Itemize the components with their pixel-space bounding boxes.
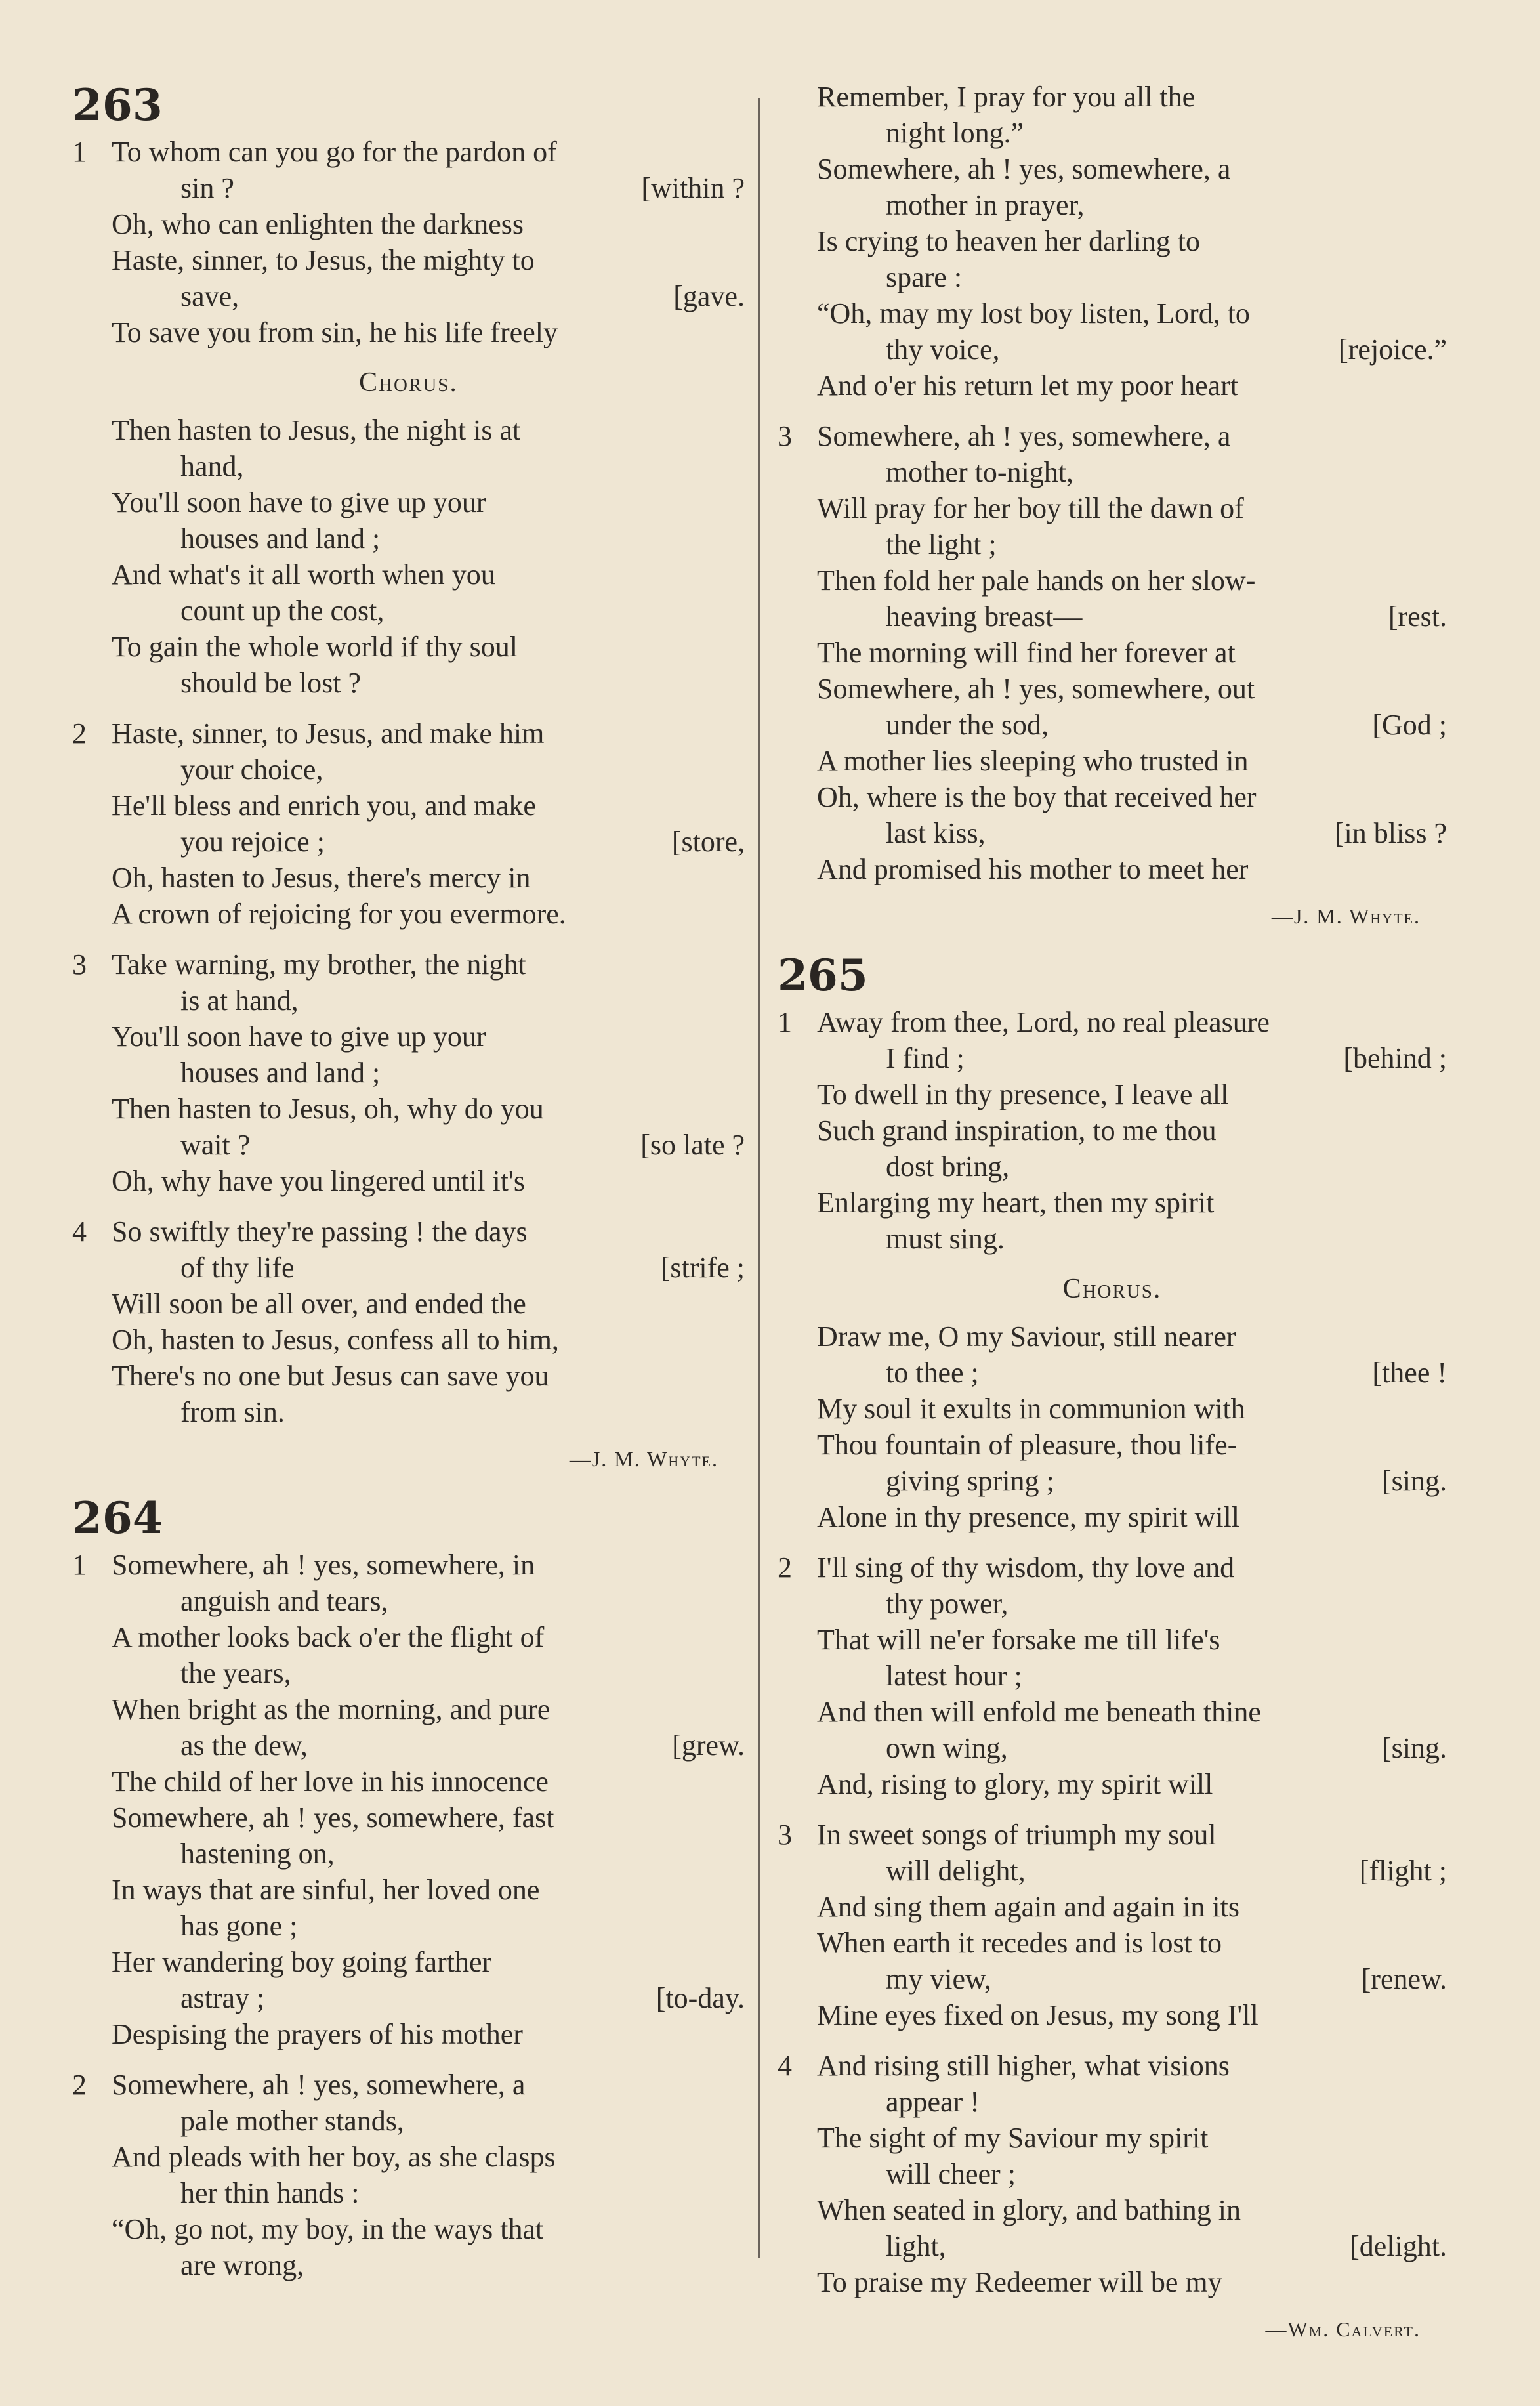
line-text: A mother lies sleeping who trusted in [817, 745, 1249, 777]
stanza [72, 946, 745, 1199]
line-text: The morning will find her forever at [817, 637, 1236, 669]
line-text: hand, [180, 450, 244, 482]
verse-line [72, 1547, 745, 1583]
verse-line [778, 79, 1447, 115]
line-text: To praise my Redeemer will be my [817, 2266, 1222, 2298]
verse-line [72, 1763, 745, 1800]
verse-line [778, 1004, 1447, 1040]
line-text: And pleads with her boy, as she clasps [112, 2141, 556, 2173]
verse-line [72, 1358, 745, 1394]
line-text: Then fold her pale hands on her slow- [817, 564, 1256, 597]
turnover-text: [store, [671, 826, 745, 858]
stanza-number: 3 [778, 420, 792, 452]
left-column [72, 79, 745, 2298]
verse-line [778, 2192, 1447, 2228]
verse-line [72, 1691, 745, 1727]
verse-line [72, 1019, 745, 1055]
verse-line [72, 1091, 745, 1127]
line-text: as the dew, [180, 1729, 308, 1762]
line-text: giving spring ; [886, 1465, 1054, 1497]
verse-line [72, 751, 745, 788]
verse-line [72, 520, 745, 557]
author-credit: —J. M. Whyte. [1271, 904, 1421, 928]
verse-line [778, 187, 1447, 223]
line-text: Oh, where is the boy that received her [817, 781, 1257, 813]
line-text: will delight, [886, 1855, 1026, 1887]
line-text: Somewhere, ah ! yes, somewhere, a [817, 153, 1231, 185]
line-text: light, [886, 2230, 946, 2262]
line-text: The child of her love in his innocence [112, 1765, 549, 1798]
stanza-number: 1 [72, 1549, 87, 1581]
verse-line [72, 1836, 745, 1872]
line-text: of thy life [180, 1252, 295, 1284]
verse-line [778, 2264, 1447, 2300]
verse-line [778, 2084, 1447, 2120]
line-text: are wrong, [180, 2249, 304, 2281]
verse-line [72, 134, 745, 170]
verse-line [778, 815, 1447, 851]
stanza [72, 715, 745, 932]
verse-line [778, 2228, 1447, 2264]
line-text: dost bring, [886, 1150, 1010, 1183]
verse-line [778, 1658, 1447, 1694]
column-divider [758, 98, 760, 2258]
line-text: To dwell in thy presence, I leave all [817, 1078, 1229, 1110]
verse-line [72, 593, 745, 629]
line-text: will cheer ; [886, 2158, 1016, 2190]
turnover-text: [delight. [1350, 2230, 1447, 2262]
turnover-text: [thee ! [1372, 1357, 1447, 1389]
line-text: You'll soon have to give up your [112, 486, 486, 518]
line-text: Thou fountain of pleasure, thou life- [817, 1429, 1238, 1461]
stanza [778, 1550, 1447, 1802]
verse-line [778, 526, 1447, 562]
verse-line [72, 484, 745, 520]
line-text: anguish and tears, [180, 1585, 388, 1617]
verse-line [72, 788, 745, 824]
verse-line [778, 599, 1447, 635]
verse-line [778, 1149, 1447, 1185]
verse-line [778, 1961, 1447, 1997]
verse-line [72, 2211, 745, 2247]
line-text: Somewhere, ah ! yes, somewhere, a [112, 2069, 526, 2101]
line-text: “Oh, go not, my boy, in the ways that [112, 2213, 544, 2245]
line-text: hastening on, [180, 1838, 335, 1870]
verse-line [72, 1872, 745, 1908]
verse-line [72, 412, 745, 448]
verse-line [778, 1694, 1447, 1730]
verse-line [72, 1286, 745, 1322]
line-text: thy voice, [886, 333, 1000, 366]
verse-line [72, 896, 745, 932]
stanza-number: 4 [72, 1215, 87, 1248]
verse-line [778, 1817, 1447, 1853]
line-text: must sing. [886, 1223, 1005, 1255]
line-text: sin ? [180, 172, 234, 204]
verse-line [778, 1391, 1447, 1427]
stanza [72, 1214, 745, 1430]
line-text: Somewhere, ah ! yes, somewhere, fast [112, 1802, 554, 1834]
line-text: Is crying to heaven her darling to [817, 225, 1201, 257]
verse-line [72, 1944, 745, 1980]
line-text: thy power, [886, 1588, 1009, 1620]
line-text: pale mother stands, [180, 2105, 404, 2137]
line-text: A crown of rejoicing for you evermore. [112, 898, 566, 930]
line-text: Draw me, O my Saviour, still nearer [817, 1320, 1236, 1353]
line-text: appear ! [886, 2086, 980, 2118]
verse-line [778, 1499, 1447, 1535]
verse-line [72, 2247, 745, 2283]
line-text: And sing them again and again in its [817, 1891, 1239, 1923]
turnover-text: [grew. [672, 1729, 745, 1762]
line-text: Somewhere, ah ! yes, somewhere, in [112, 1549, 535, 1581]
verse-line [778, 1319, 1447, 1355]
verse-line [778, 368, 1447, 404]
verse-line [72, 242, 745, 278]
line-text: Somewhere, ah ! yes, somewhere, a [817, 420, 1231, 452]
verse-line [778, 1853, 1447, 1889]
line-text: the light ; [886, 528, 997, 560]
line-text: to thee ; [886, 1357, 979, 1389]
line-text: your choice, [180, 753, 323, 786]
verse-line [778, 635, 1447, 671]
line-text: Such grand inspiration, to me thou [817, 1114, 1217, 1147]
author-credit: —J. M. Whyte. [569, 1447, 718, 1471]
line-text: under the sod, [886, 709, 1049, 741]
verse-line [778, 851, 1447, 887]
line-text: Mine eyes fixed on Jesus, my song I'll [817, 1999, 1259, 2031]
turnover-text: [strife ; [660, 1252, 745, 1284]
hymn-263 [72, 79, 745, 1473]
line-text: mother to-night, [886, 456, 1073, 488]
verse-line [72, 1583, 745, 1619]
line-text: And promised his mother to meet her [817, 853, 1249, 885]
verse-line [72, 860, 745, 896]
verse-line [72, 278, 745, 314]
turnover-text: [sing. [1382, 1465, 1447, 1497]
verse-line [778, 1730, 1447, 1766]
verse-line [778, 223, 1447, 259]
chorus-heading: Chorus. [359, 368, 458, 398]
verse-line [778, 331, 1447, 368]
verse-line [778, 1463, 1447, 1499]
hymn-number: 264 [72, 1492, 163, 1544]
verse-line [72, 170, 745, 206]
verse-line [778, 1112, 1447, 1149]
line-text: Remember, I pray for you all the [817, 81, 1196, 113]
line-text: Then hasten to Jesus, oh, why do you [112, 1093, 544, 1125]
line-text: you rejoice ; [180, 826, 325, 858]
line-text: And then will enfold me beneath thine [817, 1696, 1261, 1728]
verse-line [72, 206, 745, 242]
turnover-text: [rest. [1388, 601, 1447, 633]
verse-line [778, 1427, 1447, 1463]
line-text: has gone ; [180, 1910, 298, 1942]
stanza [778, 2048, 1447, 2300]
verse-line [778, 1221, 1447, 1257]
line-text: Oh, who can enlighten the darkness [112, 208, 524, 240]
line-text: A mother looks back o'er the flight of [112, 1621, 545, 1653]
turnover-text: [within ? [641, 172, 745, 204]
line-text: night long.” [886, 117, 1024, 149]
verse-line [778, 1997, 1447, 2033]
verse-line [778, 1889, 1447, 1925]
verse-line [72, 2139, 745, 2175]
verse-line [778, 1550, 1447, 1586]
verse-line [72, 946, 745, 982]
line-text: So swiftly they're passing ! the days [112, 1215, 528, 1248]
line-text: And what's it all worth when you [112, 559, 495, 591]
line-text: should be lost ? [180, 667, 361, 699]
verse-line [72, 1980, 745, 2016]
verse-line [72, 1322, 745, 1358]
line-text: the years, [180, 1657, 291, 1689]
line-text: latest hour ; [886, 1660, 1022, 1692]
verse-line [72, 1163, 745, 1199]
line-text: To save you from sin, he his life freely [112, 316, 558, 348]
stanza-number: 2 [778, 1551, 792, 1584]
verse-line [72, 314, 745, 350]
hymn-number: 263 [72, 79, 163, 131]
verse-line [72, 1727, 745, 1763]
turnover-text: [gave. [673, 280, 745, 312]
line-text: When bright as the morning, and pure [112, 1693, 551, 1725]
line-text: count up the cost, [180, 595, 385, 627]
verse-line [778, 1925, 1447, 1961]
stanza-number: 1 [778, 1006, 792, 1038]
verse-line [72, 1908, 745, 1944]
line-text: Haste, sinner, to Jesus, and make him [112, 717, 545, 749]
line-text: last kiss, [886, 817, 986, 849]
line-text: There's no one but Jesus can save you [112, 1360, 549, 1392]
verse-line [778, 1766, 1447, 1802]
line-text: Then hasten to Jesus, the night is at [112, 414, 521, 446]
verse-line [778, 743, 1447, 779]
line-text: Despising the prayers of his mother [112, 2018, 523, 2050]
turnover-text: [to-day. [656, 1982, 745, 2014]
verse-line [72, 1394, 745, 1430]
line-text: Oh, hasten to Jesus, there's mercy in [112, 862, 531, 894]
verse-line [778, 151, 1447, 187]
verse-line [72, 1619, 745, 1655]
turnover-text: [flight ; [1359, 1855, 1447, 1887]
verse-line [72, 824, 745, 860]
line-text: heaving breast— [886, 601, 1083, 633]
verse-line [778, 115, 1447, 151]
verse-line [778, 671, 1447, 707]
verse-line [778, 1355, 1447, 1391]
line-text: That will ne'er forsake me till life's [817, 1624, 1220, 1656]
line-text: her thin hands : [180, 2177, 360, 2209]
line-text: Enlarging my heart, then my spirit [817, 1187, 1215, 1219]
stanza-number: 2 [72, 717, 87, 749]
stanza-number: 3 [72, 948, 87, 981]
verse-line [72, 1214, 745, 1250]
verse-line [72, 1055, 745, 1091]
line-text: In ways that are sinful, her loved one [112, 1874, 540, 1906]
line-text: wait ? [180, 1129, 251, 1161]
turnover-text: [rejoice.” [1339, 333, 1447, 366]
verse-line [778, 1586, 1447, 1622]
line-text: To whom can you go for the pardon of [112, 136, 557, 168]
verse-line [72, 982, 745, 1019]
verse-line [778, 2048, 1447, 2084]
verse-line [72, 715, 745, 751]
verse-line [72, 557, 745, 593]
turnover-text: [renew. [1361, 1963, 1447, 1995]
line-text: Her wandering boy going farther [112, 1946, 492, 1978]
verse-line [72, 629, 745, 665]
line-text: Oh, why have you lingered until it's [112, 1165, 525, 1197]
stanza-number: 2 [72, 2069, 87, 2101]
verse-line [72, 1250, 745, 1286]
verse-line [778, 1622, 1447, 1658]
stanza-number: 1 [72, 136, 87, 168]
line-text: Away from thee, Lord, no real pleasure [817, 1006, 1270, 1038]
stanza [72, 1547, 745, 2052]
verse-line [72, 1800, 745, 1836]
line-text: And o'er his return let my poor heart [817, 369, 1239, 402]
verse-line [778, 1040, 1447, 1076]
line-text: Oh, hasten to Jesus, confess all to him, [112, 1324, 559, 1356]
verse-line [778, 1076, 1447, 1112]
stanza-number: 4 [778, 2050, 792, 2082]
line-text: Take warning, my brother, the night [112, 948, 526, 981]
stanza [72, 134, 745, 350]
turnover-text: [so late ? [640, 1129, 745, 1161]
verse-line [778, 418, 1447, 454]
verse-line [778, 2120, 1447, 2156]
line-text: And, rising to glory, my spirit will [817, 1768, 1213, 1800]
stanza [778, 418, 1447, 887]
line-text: The sight of my Saviour my spirit [817, 2122, 1209, 2154]
verse-line [72, 2016, 745, 2052]
verse-line [72, 665, 745, 701]
turnover-text: [sing. [1382, 1732, 1447, 1764]
line-text: save, [180, 280, 239, 312]
line-text: When earth it recedes and is lost to [817, 1927, 1222, 1959]
verse-line [778, 562, 1447, 599]
verse-line [778, 259, 1447, 295]
verse-line [778, 779, 1447, 815]
chorus [72, 412, 745, 701]
line-text: spare : [886, 261, 963, 293]
line-text: my view, [886, 1963, 991, 1995]
author-credit: —Wm. Calvert. [1265, 2317, 1421, 2341]
verse-line [72, 2175, 745, 2211]
line-text: astray ; [180, 1982, 265, 2014]
line-text: In sweet songs of triumph my soul [817, 1819, 1217, 1851]
hymn-264 [72, 1492, 745, 2283]
line-text: houses and land ; [180, 1057, 381, 1089]
verse-line [778, 1185, 1447, 1221]
verse-line [778, 490, 1447, 526]
right-column [778, 79, 1447, 2362]
stanza [778, 1817, 1447, 2033]
hymn-265 [778, 949, 1447, 2344]
line-text: “Oh, may my lost boy listen, Lord, to [817, 297, 1250, 329]
hymn-264-continued [778, 79, 1447, 931]
line-text: own wing, [886, 1732, 1008, 1764]
turnover-text: [behind ; [1343, 1042, 1447, 1074]
line-text: mother in prayer, [886, 189, 1085, 221]
verse-line [778, 707, 1447, 743]
stanza [72, 2067, 745, 2283]
verse-line [72, 2103, 745, 2139]
line-text: Will soon be all over, and ended the [112, 1288, 526, 1320]
line-text: from sin. [180, 1396, 285, 1428]
line-text: When seated in glory, and bathing in [817, 2194, 1241, 2226]
line-text: To gain the whole world if thy soul [112, 631, 518, 663]
stanza [778, 1004, 1447, 1257]
line-text: I'll sing of thy wisdom, thy love and [817, 1551, 1235, 1584]
verse-line [778, 454, 1447, 490]
line-text: And rising still higher, what visions [817, 2050, 1230, 2082]
line-text: Somewhere, ah ! yes, somewhere, out [817, 673, 1255, 705]
line-text: Alone in thy presence, my spirit will [817, 1501, 1239, 1533]
line-text: My soul it exults in communion with [817, 1393, 1245, 1425]
line-text: Will pray for her boy till the dawn of [817, 492, 1244, 524]
line-text: is at hand, [180, 984, 299, 1017]
line-text: Haste, sinner, to Jesus, the mighty to [112, 244, 535, 276]
verse-line [72, 448, 745, 484]
verse-line [72, 1655, 745, 1691]
verse-line [778, 2156, 1447, 2192]
verse-line [72, 1127, 745, 1163]
stanza [778, 79, 1447, 404]
turnover-text: [in bliss ? [1334, 817, 1447, 849]
chorus [778, 1319, 1447, 1535]
line-text: I find ; [886, 1042, 965, 1074]
chorus-heading: Chorus. [1062, 1274, 1162, 1304]
line-text: He'll bless and enrich you, and make [112, 790, 536, 822]
line-text: houses and land ; [180, 522, 381, 555]
line-text: You'll soon have to give up your [112, 1021, 486, 1053]
turnover-text: [God ; [1372, 709, 1447, 741]
stanza-number: 3 [778, 1819, 792, 1851]
verse-line [72, 2067, 745, 2103]
hymn-number: 265 [778, 950, 868, 1001]
verse-line [778, 295, 1447, 331]
